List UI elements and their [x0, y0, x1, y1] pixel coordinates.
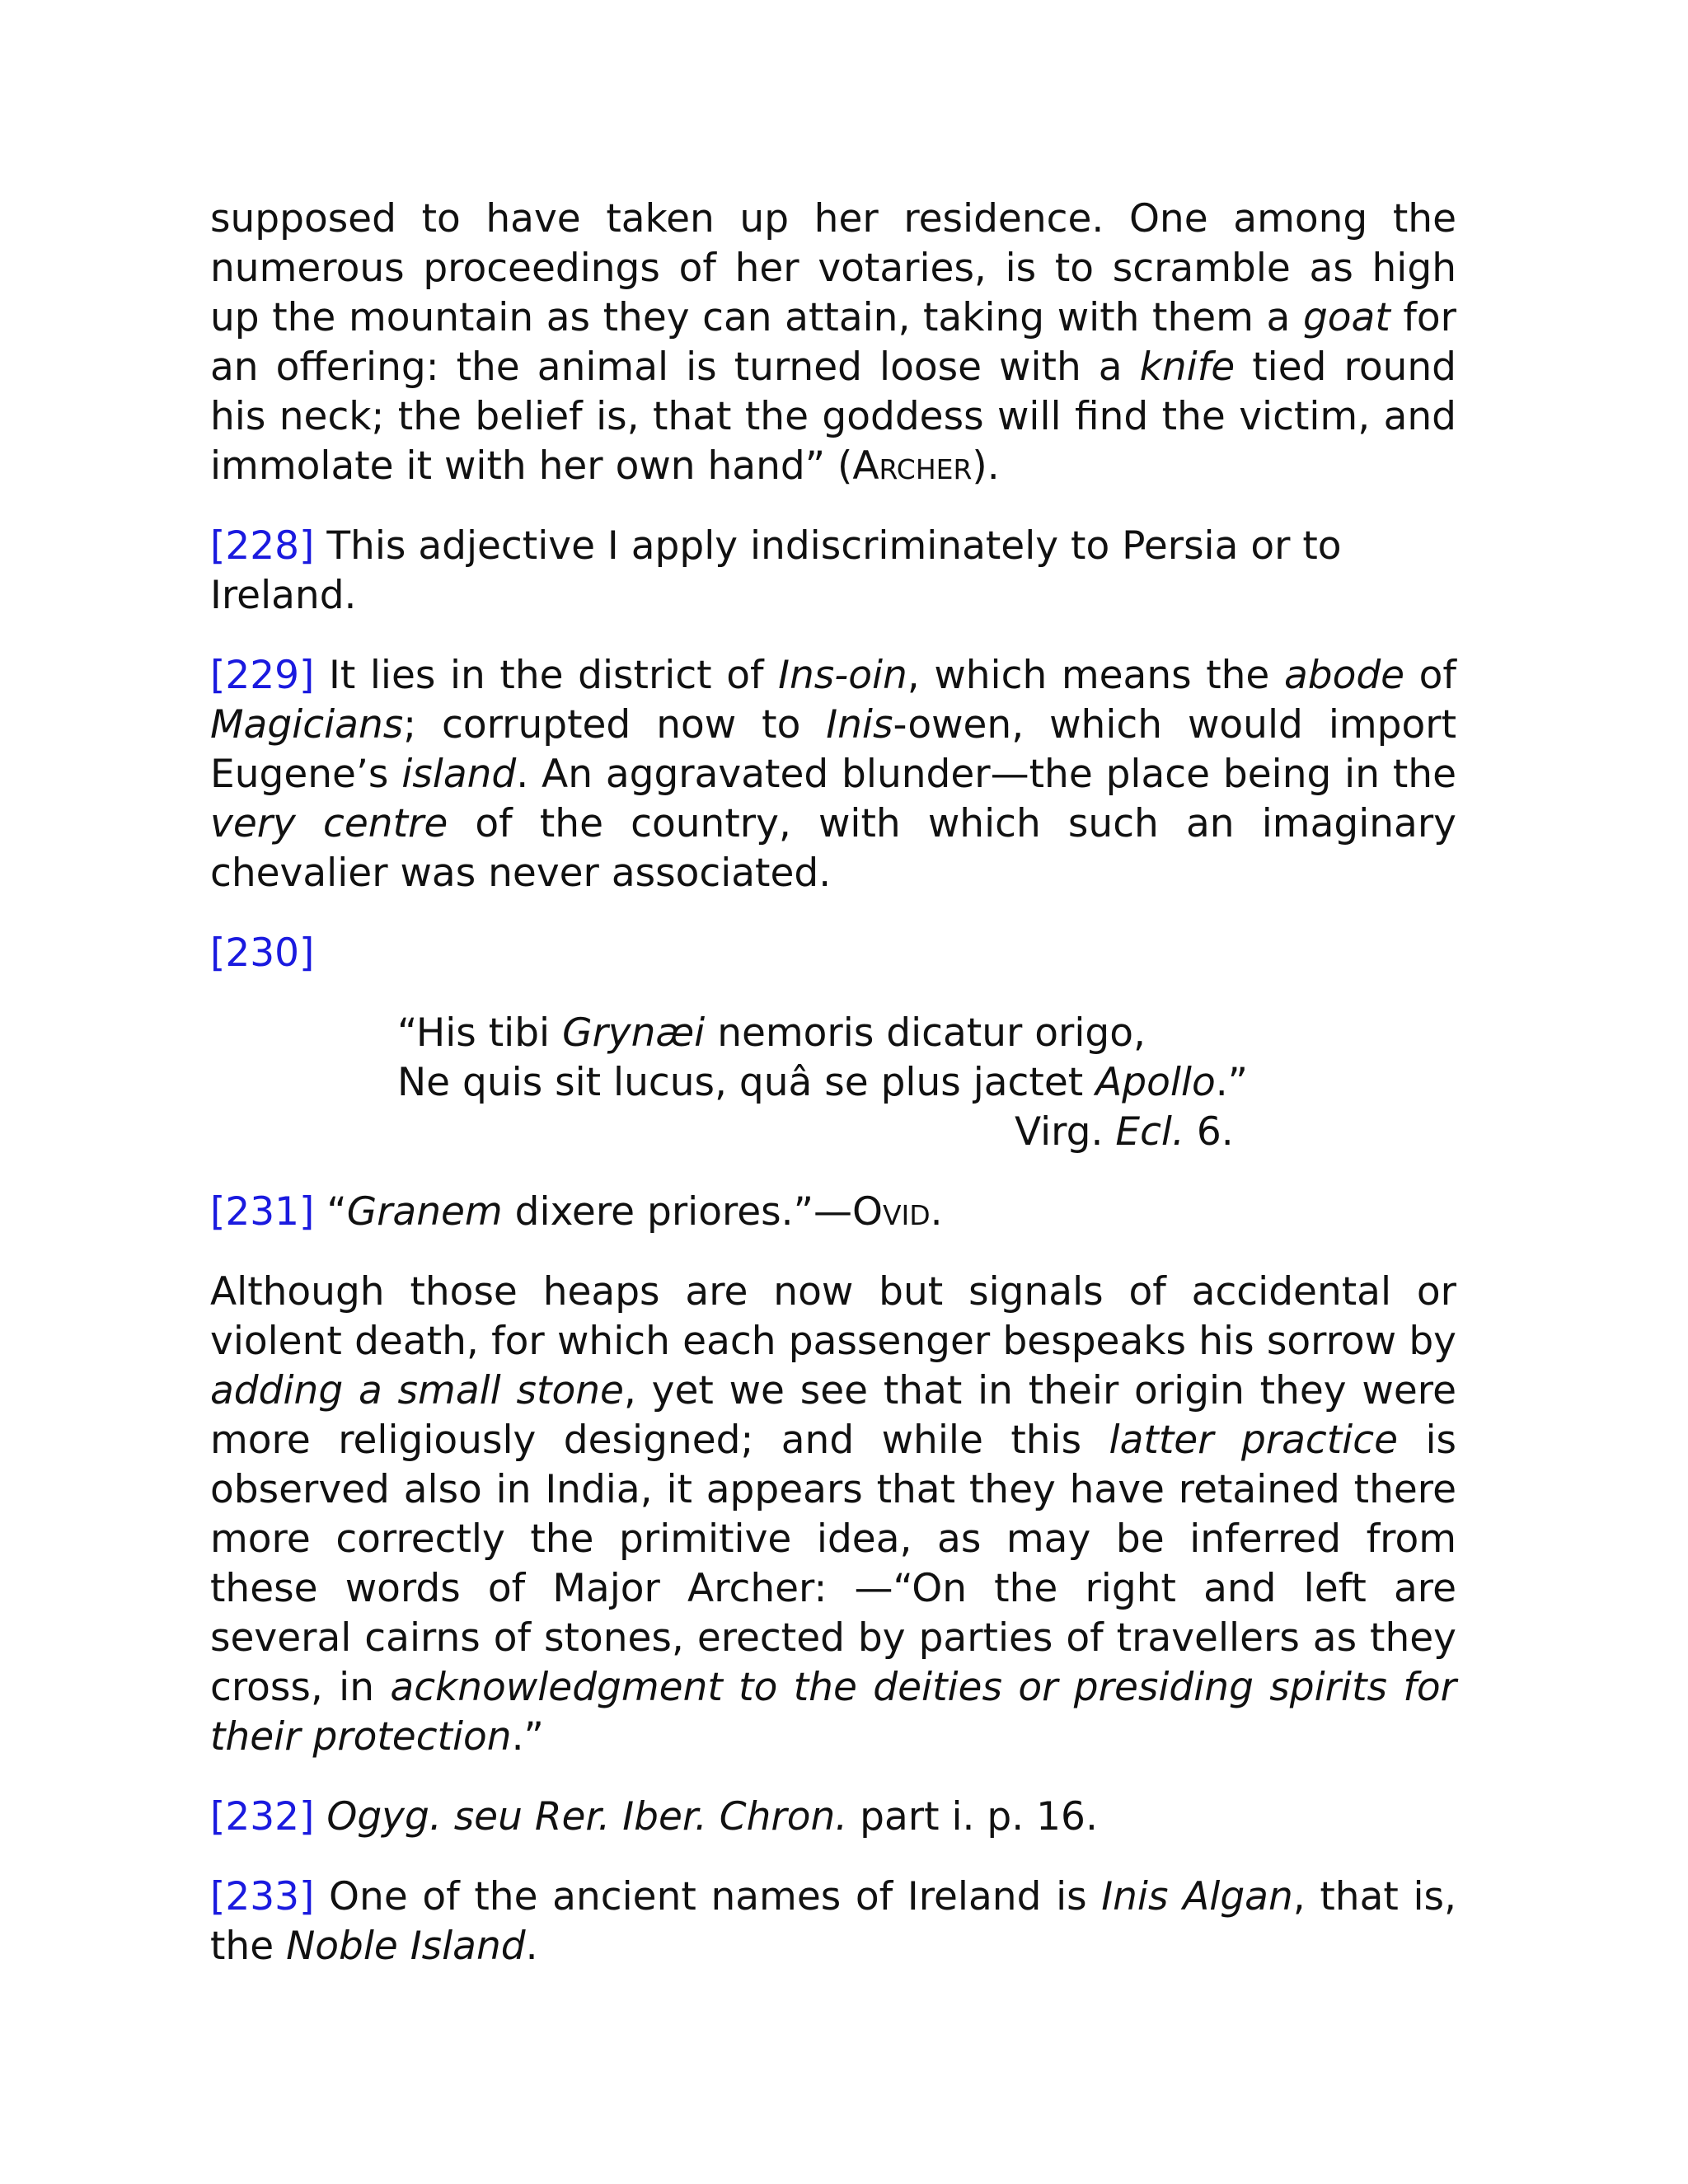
italic-text: Apollo — [1095, 1060, 1216, 1105]
italic-text: very centre — [210, 801, 448, 846]
footnote-231 — [210, 1188, 1456, 1237]
italic-text: Grynæi — [562, 1010, 706, 1056]
footnote-ref-232[interactable]: [232] — [210, 1794, 315, 1840]
italic-text: Ecl. — [1115, 1109, 1184, 1155]
italic-text: abode — [1283, 653, 1405, 698]
verse-quotation — [210, 1009, 1456, 1157]
text: .” — [1215, 1060, 1249, 1105]
italic-text: knife — [1139, 344, 1236, 390]
text: ). — [972, 443, 1000, 489]
footnote-227-continuation — [210, 194, 1456, 491]
footnote-230 — [210, 929, 1456, 978]
author-name: Archer — [852, 443, 973, 489]
author-name: Ovid — [851, 1189, 931, 1235]
footnote-233 — [210, 1872, 1456, 1971]
verse-line-1 — [397, 1009, 1456, 1058]
footnote-229 — [210, 651, 1456, 898]
verse-citation — [397, 1108, 1456, 1157]
text: This adjective I apply indiscriminately to Persia or to Ireland. — [210, 523, 1342, 618]
footnote-231-continuation — [210, 1268, 1456, 1762]
italic-text: acknowledgment to the deities or presiding spirits for their protection — [210, 1665, 1456, 1760]
text: supposed to have taken up her residence. One among the numerous proceedings of her votaries, is to scramble as high up the mountain as they can attain, taking with them a — [210, 196, 1456, 340]
footnote-ref-228[interactable]: [228] — [210, 523, 315, 569]
text: Virg. — [1015, 1109, 1116, 1155]
text: -owen, which would import Eugene’s — [210, 702, 1456, 797]
italic-text: Magicians — [210, 702, 404, 748]
text: It lies in the district of — [314, 653, 779, 698]
text: ; corrupted now to — [403, 702, 827, 748]
italic-text: goat — [1302, 295, 1390, 340]
footnotes-page — [210, 194, 1456, 2002]
footnote-232 — [210, 1793, 1456, 1842]
text: is observed also in India, it appears that they have retained there more correctly the primitive idea, as may be inferred from these words of Major Archer: —“On the right and left are several cairns of stones, erected by parties of travellers as they cross, in — [210, 1418, 1456, 1710]
text: . An aggravated blunder—the place being in the — [516, 752, 1456, 797]
footnote-ref-230[interactable]: [230] — [210, 930, 315, 976]
text: Ne quis sit lucus, quâ se plus jactet — [397, 1060, 1096, 1105]
text: nemoris dicatur origo, — [705, 1010, 1146, 1056]
footnote-ref-231[interactable]: [231] — [210, 1189, 315, 1235]
text: .” — [511, 1714, 544, 1760]
text: of the country, with which such an imaginary chevalier was never associated. — [210, 801, 1456, 896]
italic-text: Inis — [826, 702, 893, 748]
text: , which means the — [907, 653, 1284, 698]
text: One of the ancient names of Ireland is — [314, 1874, 1102, 1919]
italic-text: adding a small stone — [210, 1368, 624, 1413]
verse-line-2 — [397, 1058, 1456, 1108]
italic-text: Ins-oin — [778, 653, 907, 698]
text: . — [525, 1924, 538, 1969]
text: , yet we see that in their origin they were more religiously designed; and while this — [210, 1368, 1456, 1463]
text: “His tibi — [397, 1010, 563, 1056]
text: for an offering: the animal is turned loose with a — [210, 295, 1456, 390]
italic-text: Granem — [346, 1189, 503, 1235]
footnote-ref-233[interactable]: [233] — [210, 1874, 315, 1919]
italic-text: Noble Island — [286, 1924, 526, 1969]
footnote-ref-229[interactable]: [229] — [210, 653, 315, 698]
text: tied round his neck; the belief is, that the goddess will find the victim, and immolate it with her own hand” ( — [210, 344, 1456, 489]
footnote-228 — [210, 522, 1456, 621]
text: part i. p. 16. — [847, 1794, 1098, 1840]
text: . — [930, 1189, 943, 1235]
text: “ — [314, 1189, 347, 1235]
italic-text: island — [401, 752, 517, 797]
text: Although those heaps are now but signals of accidental or violent death, for which each passenger bespeaks his sorrow by — [210, 1269, 1456, 1364]
text — [314, 1794, 326, 1840]
text: 6. — [1184, 1109, 1234, 1155]
italic-text: Ogyg. seu Rer. Iber. Chron. — [326, 1794, 848, 1840]
text: of — [1404, 653, 1456, 698]
text: , that is, the — [210, 1874, 1456, 1969]
text: dixere priores.”— — [502, 1189, 852, 1235]
italic-text: latter practice — [1109, 1418, 1398, 1463]
italic-text: Inis Algan — [1101, 1874, 1293, 1919]
